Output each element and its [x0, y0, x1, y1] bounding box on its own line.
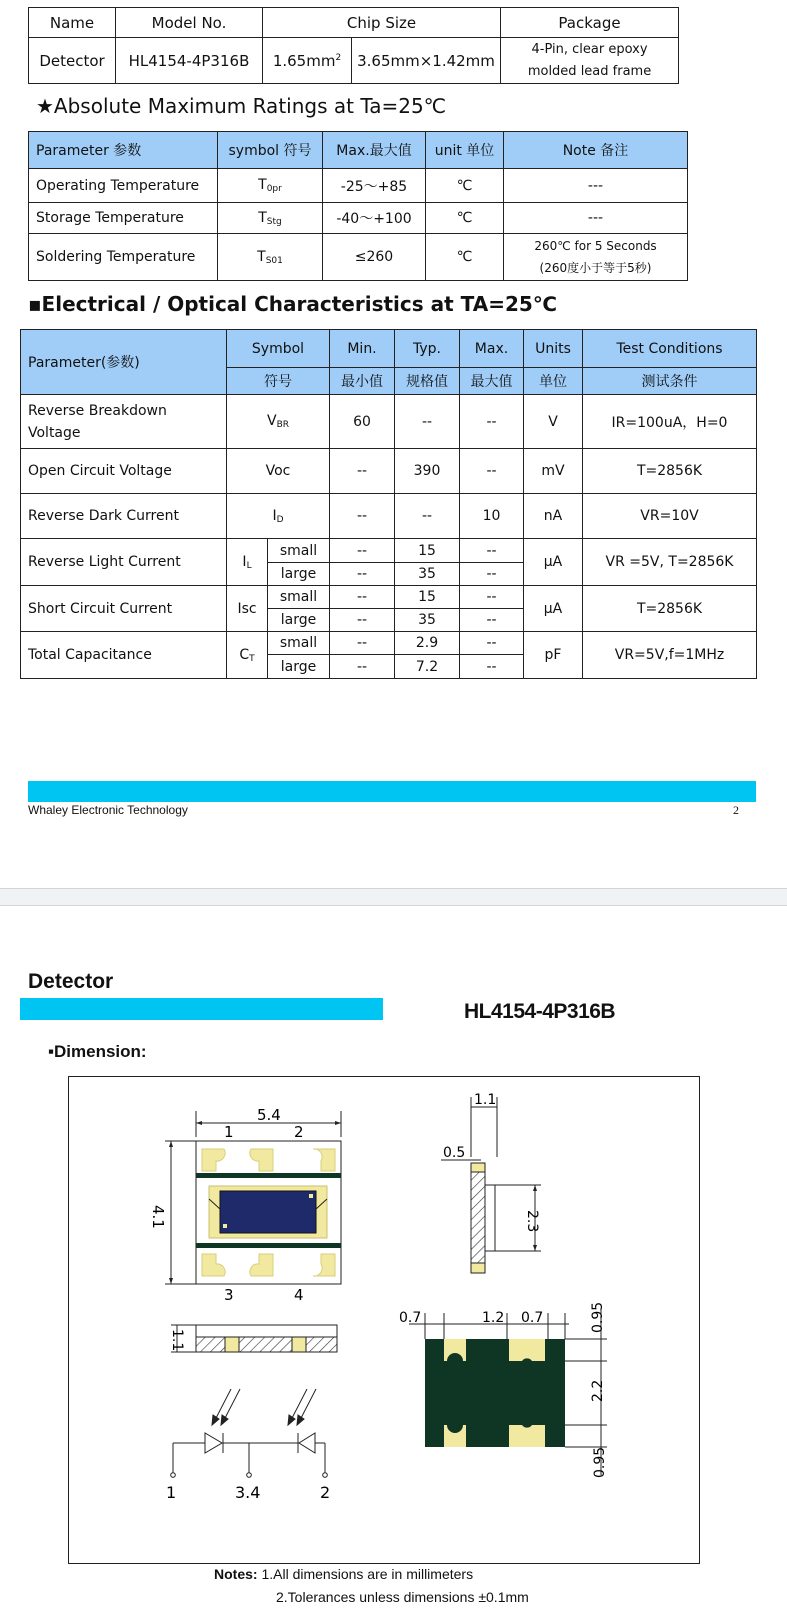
schematic — [171, 1389, 328, 1477]
symbol-cell: $T_{S01}$ — [218, 234, 323, 281]
dim-side-height: 2.3 — [524, 1210, 540, 1233]
symbol-cell: $I_L$ — [227, 539, 268, 586]
elec-col-symbol-cn: 符号 — [227, 368, 330, 395]
min-cell: -- — [330, 563, 395, 586]
pin-2-label: 2 — [294, 1123, 304, 1141]
symbol-cell: $V_{BR}$ — [227, 395, 330, 449]
symbol-cell: $I_D$ — [227, 494, 330, 539]
max-cell: -25～+85 — [323, 169, 426, 203]
typ-cell: 7.2 — [395, 655, 460, 679]
typ-cell: 15 — [395, 586, 460, 609]
dim-pad-bot: 0.95 — [592, 1446, 608, 1478]
sch-pin-34: 3.4 — [235, 1483, 261, 1502]
cond-cell: IR=100uA，H=0 — [583, 395, 757, 449]
table-row — [29, 203, 688, 234]
cond-cell: T=2856K — [583, 449, 757, 494]
min-cell: 60 — [330, 395, 395, 449]
large-cell: large — [268, 563, 330, 586]
footer-company: Whaley Electronic Technology — [28, 803, 188, 817]
elec-col-symbol: Symbol — [227, 330, 330, 368]
chip-package: 4-Pin, clear epoxy molded lead frame — [501, 38, 679, 84]
small-cell: small — [268, 632, 330, 655]
param-cell: Reverse Dark Current — [21, 494, 227, 539]
abs-max-title: ★Absolute Maximum Ratings at Ta=25℃ — [36, 94, 447, 118]
typ-cell: -- — [395, 494, 460, 539]
unit-cell: ℃ — [426, 203, 504, 234]
note-cell: --- — [504, 203, 688, 234]
table-row — [21, 395, 757, 449]
chip-area: $1.65mm^2$ — [263, 38, 352, 84]
abs-col-note: Note 备注 — [504, 132, 688, 169]
param-cell: Open Circuit Voltage — [21, 449, 227, 494]
abs-col-unit: unit 单位 — [426, 132, 504, 169]
col-package: Package — [501, 8, 679, 38]
cond-cell: VR=5V,f=1MHz — [583, 632, 757, 679]
unit-cell: mV — [524, 449, 583, 494]
sch-pin-1: 1 — [166, 1483, 177, 1502]
large-cell: large — [268, 609, 330, 632]
small-cell: small — [268, 586, 330, 609]
symbol-cell: $T_{Stg}$ — [218, 203, 323, 234]
max-cell: -40～+100 — [323, 203, 426, 234]
typ-cell: -- — [395, 395, 460, 449]
dim-pad-gap: 1.2 — [482, 1310, 505, 1326]
large-cell: large — [268, 655, 330, 679]
symbol-cell: Isc — [227, 586, 268, 632]
elec-col-typ-cn: 规格值 — [395, 368, 460, 395]
typ-cell: 2.9 — [395, 632, 460, 655]
max-cell: -- — [460, 449, 524, 494]
unit-cell: μA — [524, 586, 583, 632]
dim-pad-mid: 2.2 — [590, 1379, 606, 1402]
elec-col-min: Min. — [330, 330, 395, 368]
col-model: Model No. — [116, 8, 263, 38]
elec-col-conditions-cn: 测试条件 — [583, 368, 757, 395]
dim-strip-height: 1.1 — [169, 1329, 185, 1352]
max-cell: -- — [460, 586, 524, 609]
min-cell: -- — [330, 449, 395, 494]
elec-col-min-cn: 最小值 — [330, 368, 395, 395]
dim-side-left: 0.5 — [443, 1145, 466, 1161]
abs-col-symbol: symbol 符号 — [218, 132, 323, 169]
dim-side-top: 1.1 — [474, 1092, 497, 1108]
dim-top-width: 5.4 — [257, 1106, 281, 1124]
small-cell: small — [268, 539, 330, 563]
unit-cell: pF — [524, 632, 583, 679]
elec-col-typ: Typ. — [395, 330, 460, 368]
footer-page-number: 2 — [733, 803, 739, 817]
min-cell: -- — [330, 494, 395, 539]
abs-col-param: Parameter 参数 — [29, 132, 218, 169]
max-cell: -- — [460, 539, 524, 563]
table-row — [29, 234, 688, 281]
table-row — [21, 586, 757, 609]
table-row — [21, 632, 757, 655]
typ-cell: 15 — [395, 539, 460, 563]
table-row — [21, 449, 757, 494]
param-cell: Reverse Light Current — [21, 539, 227, 586]
chip-name: Detector — [29, 38, 116, 84]
col-name: Name — [29, 8, 116, 38]
cond-cell: VR =5V, T=2856K — [583, 539, 757, 586]
elec-col-max: Max. — [460, 330, 524, 368]
typ-cell: 35 — [395, 563, 460, 586]
min-cell: -- — [330, 655, 395, 679]
elec-col-units: Units — [524, 330, 583, 368]
cond-cell: T=2856K — [583, 586, 757, 632]
note-1: 1.All dimensions are in millimeters — [261, 1566, 474, 1582]
page2-model: HL4154-4P316B — [464, 1000, 616, 1023]
elec-col-param: Parameter(参数) — [21, 330, 227, 395]
dimension-svg — [69, 1077, 701, 1565]
min-cell: -- — [330, 586, 395, 609]
note-cell: 260℃ for 5 Seconds (260度小于等于5秒) — [504, 234, 688, 281]
footer-bar — [28, 781, 756, 802]
min-cell: -- — [330, 632, 395, 655]
abs-max-table — [28, 131, 688, 281]
chip-size-table — [28, 7, 679, 84]
unit-cell: ℃ — [426, 169, 504, 203]
typ-cell: 35 — [395, 609, 460, 632]
elec-title: ▪Electrical / Optical Characteristics at TA=25℃ — [28, 292, 558, 316]
chip-model: HL4154-4P316B — [116, 38, 263, 84]
param-cell: Soldering Temperature — [29, 234, 218, 281]
dim-top-height: 4.1 — [149, 1205, 167, 1229]
dim-pad-w2: 0.7 — [521, 1310, 544, 1326]
min-cell: -- — [330, 609, 395, 632]
elec-col-conditions: Test Conditions — [583, 330, 757, 368]
max-cell: -- — [460, 395, 524, 449]
note-2: 2.Tolerances unless dimensions ±0.1mm — [276, 1589, 529, 1605]
symbol-cell: Voc — [227, 449, 330, 494]
table-row — [29, 169, 688, 203]
dimension-title: ▪Dimension: — [48, 1042, 147, 1061]
table-row — [21, 539, 757, 563]
param-cell: Storage Temperature — [29, 203, 218, 234]
pin-1-label: 1 — [224, 1123, 234, 1141]
param-cell: Reverse Breakdown Voltage — [21, 395, 227, 449]
elec-col-units-cn: 单位 — [524, 368, 583, 395]
elec-table — [20, 329, 757, 679]
max-cell: -- — [460, 609, 524, 632]
param-cell: Operating Temperature — [29, 169, 218, 203]
chip-dims: 3.65mm×1.42mm — [352, 38, 501, 84]
elec-col-max-cn: 最大值 — [460, 368, 524, 395]
unit-cell: ℃ — [426, 234, 504, 281]
max-cell: -- — [460, 632, 524, 655]
dimension-drawing — [68, 1076, 700, 1564]
page-separator — [0, 888, 787, 906]
max-cell: -- — [460, 655, 524, 679]
max-cell: ≤260 — [323, 234, 426, 281]
side-view — [441, 1092, 541, 1273]
cond-cell: VR=10V — [583, 494, 757, 539]
dim-pad-w1: 0.7 — [399, 1310, 422, 1326]
sch-pin-2: 2 — [320, 1483, 331, 1502]
pin-4-label: 4 — [294, 1286, 304, 1304]
unit-cell: nA — [524, 494, 583, 539]
unit-cell: μA — [524, 539, 583, 586]
top-view — [149, 1106, 341, 1304]
param-cell: Total Capacitance — [21, 632, 227, 679]
notes-label: Notes: — [214, 1566, 258, 1582]
note-cell: --- — [504, 169, 688, 203]
page2-title: Detector — [28, 970, 114, 993]
symbol-cell: $C_T$ — [227, 632, 268, 679]
min-cell: -- — [330, 539, 395, 563]
abs-col-max: Max.最大值 — [323, 132, 426, 169]
max-cell: -- — [460, 563, 524, 586]
table-row — [21, 494, 757, 539]
page2-title-bar — [20, 998, 383, 1020]
pin-3-label: 3 — [224, 1286, 234, 1304]
pad-layout-view — [399, 1302, 608, 1478]
notes — [214, 1566, 473, 1582]
bottom-strip-view — [169, 1325, 337, 1352]
typ-cell: 390 — [395, 449, 460, 494]
param-cell: Short Circuit Current — [21, 586, 227, 632]
col-chip-size: Chip Size — [263, 8, 501, 38]
symbol-cell: $T_{0pr}$ — [218, 169, 323, 203]
unit-cell: V — [524, 395, 583, 449]
max-cell: 10 — [460, 494, 524, 539]
dim-pad-top: 0.95 — [590, 1301, 606, 1333]
